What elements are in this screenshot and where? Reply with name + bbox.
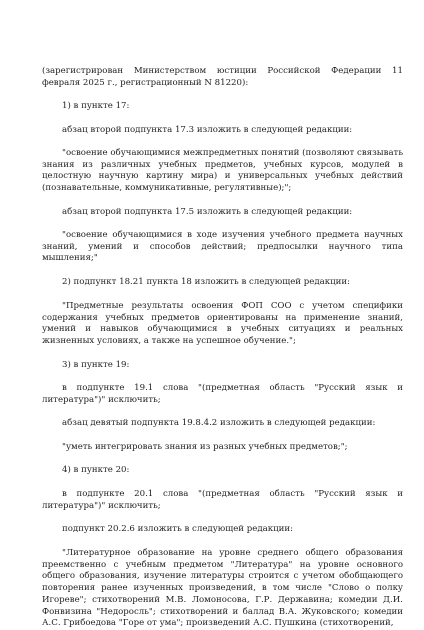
paragraph-item-17-3-text: "освоение обучающимися межпредметных понятий (позволяют связывать знания из различных учебных предметов, учебных курсов, модулей в целостную научную картину мира) и универсальных учебных действий (познавательные, коммуникативные, регулятивные);"; [42, 148, 403, 194]
paragraph-item-20-2-6-text: "Литературное образование на уровне среднего общего образования преемственно с учебным предметом "Литература" на уровне основного общего образования, изучение литературы строится с учетом обобщающего повторения ранее изученных произведений, в том числе "Слово о полку Игореве"; стихотворений М.В. Ломоносова, Г.Р. Державина; комедии Д.И. Фонвизина "Недоросль"; стихотворений и баллад В.А. Жуковского; комедии А.С. Грибоедова "Горе от ума"; произведений А.С. Пушкина (стихотворений, [42, 548, 403, 629]
paragraph-item-2: 2) подпункт 18.21 пункта 18 изложить в следующей редакции: [62, 277, 350, 287]
paragraph-registration-note: (зарегистрирован Министерством юстиции Российской Федерации 11 февраля 2025 г., регистрационный N 81220): [42, 66, 403, 88]
paragraph-item-19-1: в подпункте 19.1 слова "(предметная область "Русский язык и литература")" исключить; [42, 383, 403, 405]
paragraph-item-19-8-4-2-intro: абзац девятый подпункта 19.8.4.2 изложить в следующей редакции: [62, 418, 376, 428]
paragraph-item-19-8-4-2-text: "уметь интегрировать знания из разных учебных предметов;"; [62, 442, 348, 452]
paragraph-item-17-3-intro: абзац второй подпункта 17.3 изложить в следующей редакции: [62, 125, 353, 135]
paragraph-item-1: 1) в пункте 17: [62, 101, 130, 111]
paragraph-item-20-1: в подпункте 20.1 слова "(предметная область "Русский язык и литература")" исключить; [42, 489, 403, 511]
paragraph-item-18-21-text: "Предметные результаты освоения ФОП СОО с учетом специфики содержания учебных предметов ориентированы на применение знаний, умений и навыков обучающимися в учебных ситуациях и реальных жизненных условиях, а также на успешное обучение."; [42, 301, 403, 347]
paragraph-item-3: 3) в пункте 19: [62, 360, 130, 370]
paragraph-item-20-2-6-intro: подпункт 20.2.6 изложить в следующей редакции: [62, 524, 294, 534]
paragraph-item-17-5-text: "освоение обучающимися в ходе изучения учебного предмета научных знаний, умений и способов действий; предпосылки научного типа мышления;" [42, 230, 403, 264]
paragraph-item-4: 4) в пункте 20: [62, 465, 130, 475]
paragraph-item-17-5-intro: абзац второй подпункта 17.5 изложить в следующей редакции: [62, 207, 353, 217]
